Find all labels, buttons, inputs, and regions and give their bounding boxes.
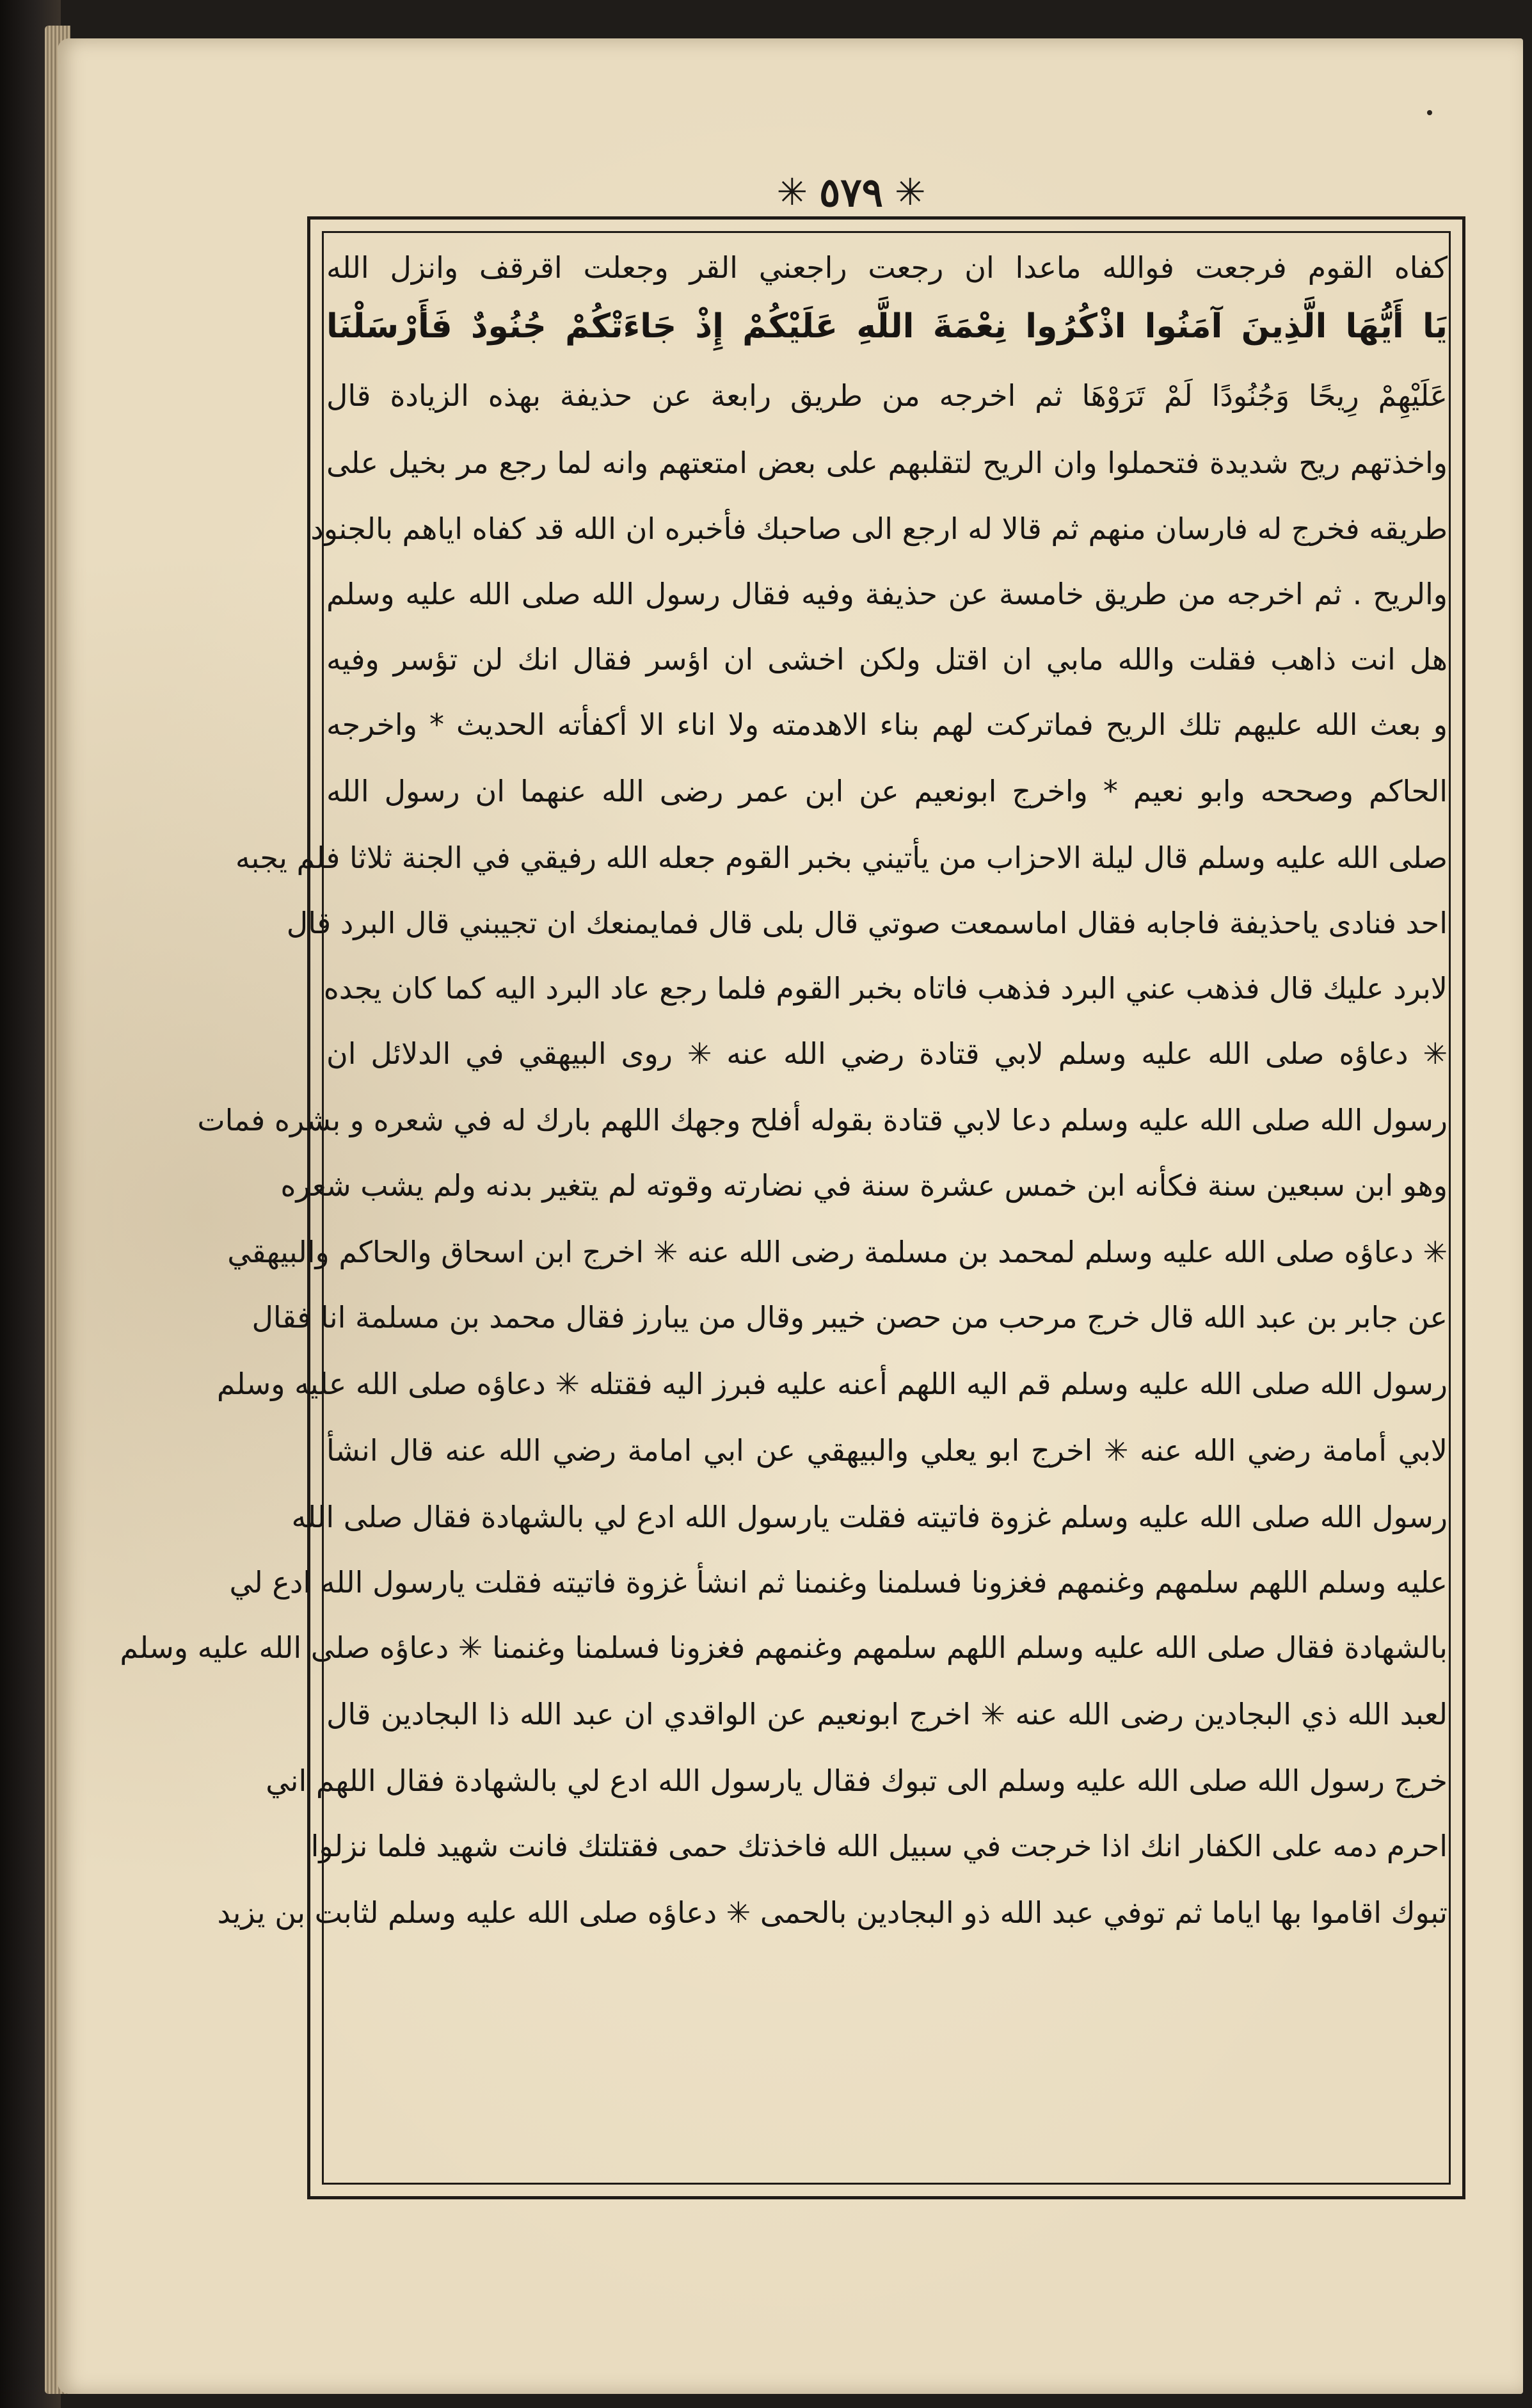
text-line: عليه وسلم اللهم سلمهم وغنمهم فغزونا فسلمنا وغنمنا ثم انشأ غزوة فاتيته فقلت يارسول الله ادع لي <box>229 1565 1448 1600</box>
section-heading-line: ✳ دعاؤه صلى الله عليه وسلم لمحمد بن مسلمة رضى الله عنه ✳ اخرج ابن اسحاق والحاكم والبيهقي <box>227 1235 1448 1269</box>
text-line: رسول الله صلى الله عليه وسلم دعا لابي قتادة بقوله أفلح وجهك اللهم بارك له في شعره و بشره فمات <box>197 1103 1448 1137</box>
text-block <box>120 238 1448 2179</box>
text-line: احد فنادى ياحذيفة فاجابه فقال اماسمعت صوتي قال بلى قال فمايمنعك ان تجيبني قال البرد قال <box>286 906 1448 940</box>
section-heading-line: لابي أمامة رضي الله عنه ✳ اخرج ابو يعلي والبيهقي عن ابي امامة رضي الله عنه قال انشأ <box>326 1433 1448 1468</box>
page-number: ٥٧٩ <box>819 168 883 216</box>
text-line: خرج رسول الله صلى الله عليه وسلم الى تبوك فقال يارسول الله ادع لي بالشهادة فقال اللهم اني <box>266 1763 1448 1798</box>
section-heading-line: بالشهادة فقال صلى الله عليه وسلم اللهم سلمهم وغنمهم فغزونا فسلمنا وغنمنا ✳ دعاؤه صلى الله عليه وسلم <box>120 1630 1448 1665</box>
text-line: واخذتهم ريح شديدة فتحملوا وان الريح لتقلبهم على بعض امتعتهم وانه لما رجع مر بخيل على <box>326 445 1448 480</box>
text-line: عَلَيْهِمْ رِيحًا وَجُنُودًا لَمْ تَرَوْهَا ثم اخرجه من طريق رابعة عن حذيفة بهذه الزيادة قال <box>326 378 1448 413</box>
text-line: احرم دمه على الكفار انك اذا خرجت في سبيل الله فاخذتك حمى فقتلتك فانت شهيد فلما نزلوا <box>310 1829 1448 1863</box>
section-heading-line: ✳ دعاؤه صلى الله عليه وسلم لابي قتادة رضي الله عنه ✳ روى البيهقي في الدلائل ان <box>326 1036 1448 1071</box>
section-heading-line: رسول الله صلى الله عليه وسلم قم اليه اللهم أعنه عليه فبرز اليه فقتله ✳ دعاؤه صلى الله عليه وسلم <box>216 1367 1448 1401</box>
text-line: طريقه فخرج له فارسان منهم ثم قالا له ارجع الى صاحبك فأخبره ان الله قد كفاه اياهم بالجنود <box>310 511 1448 546</box>
text-line: والريح . ثم اخرجه من طريق خامسة عن حذيفة وفيه فقال رسول الله صلى الله عليه وسلم <box>326 577 1448 611</box>
text-line: وهو ابن سبعين سنة فكأنه ابن خمس عشرة سنة في نضارته وقوته لم يتغير بدنه ولم يشب شعره <box>280 1168 1448 1203</box>
star-ornament-icon: ✳ <box>894 170 926 214</box>
text-line: الحاكم وصححه وابو نعيم * واخرج ابونعيم عن ابن عمر رضى الله عنهما ان رسول الله <box>326 774 1448 808</box>
text-line: لابرد عليك قال فذهب عني البرد فذهب فاتاه بخبر القوم فلما رجع عاد البرد اليه كما كان يجده <box>323 971 1448 1006</box>
text-line: هل انت ذاهب فقلت والله مابي ان اقتل ولكن اخشى ان اؤسر فقال انك لن تؤسر وفيه <box>326 642 1448 677</box>
text-line: عن جابر بن عبد الله قال خرج مرحب من حصن خيبر وقال من يبارز فقال محمد بن مسلمة انا فقال <box>251 1300 1448 1335</box>
text-line: صلى الله عليه وسلم قال ليلة الاحزاب من يأتيني بخبر القوم جعله الله رفيقي في الجنة ثلاثا فلم يجبه <box>235 840 1448 875</box>
section-heading-line: لعبد الله ذي البجادين رضى الله عنه ✳ اخرج ابونعيم عن الواقدي ان عبد الله ذا البجادين قال <box>326 1697 1448 1731</box>
quran-verse-line: يَا أَيُّهَا الَّذِينَ آمَنُوا اذْكُرُوا نِعْمَةَ اللَّهِ عَلَيْكُمْ إِذْ جَاءَتْكُمْ جُنُودٌ فَأَرْسَلْنَا <box>326 307 1448 346</box>
text-line: و بعث الله عليهم تلك الريح فماتركت لهم بناء الاهدمته ولا اناء الا أكفأته الحديث * واخرجه <box>326 707 1448 742</box>
section-heading-line: تبوك اقاموا بها اياما ثم توفي عبد الله ذو البجادين بالحمى ✳ دعاؤه صلى الله عليه وسلم لثابت بن يزيد <box>217 1895 1448 1930</box>
page-speck <box>1427 110 1432 115</box>
text-line: كفاه القوم فرجعت فوالله ماعدا ان رجعت راجعني القر وجعلت اقرقف وانزل الله <box>326 250 1448 285</box>
text-line: رسول الله صلى الله عليه وسلم غزوة فاتيته فقلت يارسول الله ادع لي بالشهادة فقال صلى الله <box>291 1500 1448 1534</box>
star-ornament-icon: ✳ <box>776 170 808 214</box>
